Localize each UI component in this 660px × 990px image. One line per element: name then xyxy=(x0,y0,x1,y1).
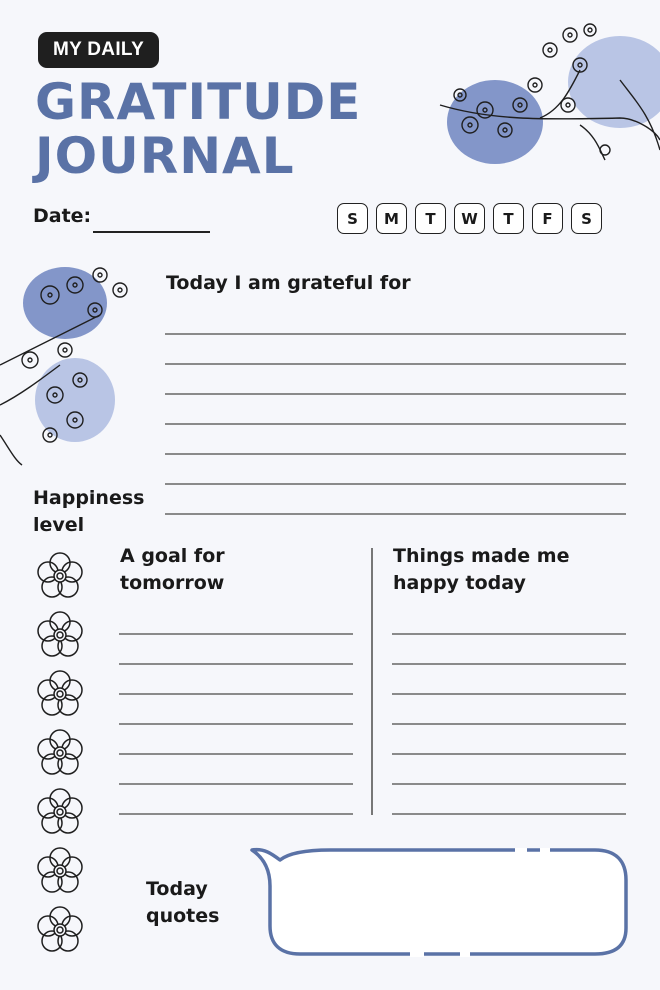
quote-speech-bubble[interactable] xyxy=(250,846,630,958)
weekday-box-thursday[interactable]: T xyxy=(493,203,524,234)
floral-illustration-left xyxy=(0,255,160,470)
grateful-line-2[interactable] xyxy=(165,363,626,365)
weekday-box-tuesday[interactable]: T xyxy=(415,203,446,234)
flower-icon[interactable] xyxy=(34,609,86,661)
flower-icon[interactable] xyxy=(34,668,86,720)
goal-line-2[interactable] xyxy=(119,663,353,665)
flower-icon[interactable] xyxy=(34,727,86,779)
goal-line-3[interactable] xyxy=(119,693,353,695)
date-field[interactable] xyxy=(93,231,210,233)
happy-line-2[interactable] xyxy=(392,663,626,665)
date-label: Date: xyxy=(33,205,92,227)
goal-line-1[interactable] xyxy=(119,633,353,635)
happy-line-5[interactable] xyxy=(392,753,626,755)
goal-line-5[interactable] xyxy=(119,753,353,755)
happy-line-3[interactable] xyxy=(392,693,626,695)
flower-icon[interactable] xyxy=(34,904,86,956)
page-title-line2: JOURNAL xyxy=(35,127,295,185)
weekday-box-monday[interactable]: M xyxy=(376,203,407,234)
happy-heading: Things made me happy today xyxy=(393,545,570,594)
column-divider xyxy=(371,548,373,815)
quotes-heading: Today quotes xyxy=(146,878,220,927)
happy-line-1[interactable] xyxy=(392,633,626,635)
subtitle-badge: MY DAILY xyxy=(38,32,159,68)
weekday-selector xyxy=(337,203,602,234)
flower-icon[interactable] xyxy=(34,845,86,897)
grateful-line-5[interactable] xyxy=(165,453,626,455)
happy-line-4[interactable] xyxy=(392,723,626,725)
goal-line-6[interactable] xyxy=(119,783,353,785)
page-title-line1: GRATITUDE xyxy=(35,73,362,131)
goal-line-4[interactable] xyxy=(119,723,353,725)
floral-illustration-top xyxy=(420,10,660,180)
flower-icon[interactable] xyxy=(34,550,86,602)
goal-line-7[interactable] xyxy=(119,813,353,815)
weekday-box-wednesday[interactable]: W xyxy=(454,203,485,234)
happy-line-6[interactable] xyxy=(392,783,626,785)
goal-heading: A goal for tomorrow xyxy=(120,545,225,594)
grateful-line-1[interactable] xyxy=(165,333,626,335)
grateful-line-6[interactable] xyxy=(165,483,626,485)
grateful-heading: Today I am grateful for xyxy=(166,272,411,294)
weekday-box-saturday[interactable]: S xyxy=(571,203,602,234)
happy-line-7[interactable] xyxy=(392,813,626,815)
weekday-box-sunday[interactable]: S xyxy=(337,203,368,234)
flower-icon[interactable] xyxy=(34,786,86,838)
weekday-box-friday[interactable]: F xyxy=(532,203,563,234)
grateful-line-4[interactable] xyxy=(165,423,626,425)
grateful-line-7[interactable] xyxy=(165,513,626,515)
happiness-heading: Happiness level xyxy=(33,487,145,536)
grateful-line-3[interactable] xyxy=(165,393,626,395)
